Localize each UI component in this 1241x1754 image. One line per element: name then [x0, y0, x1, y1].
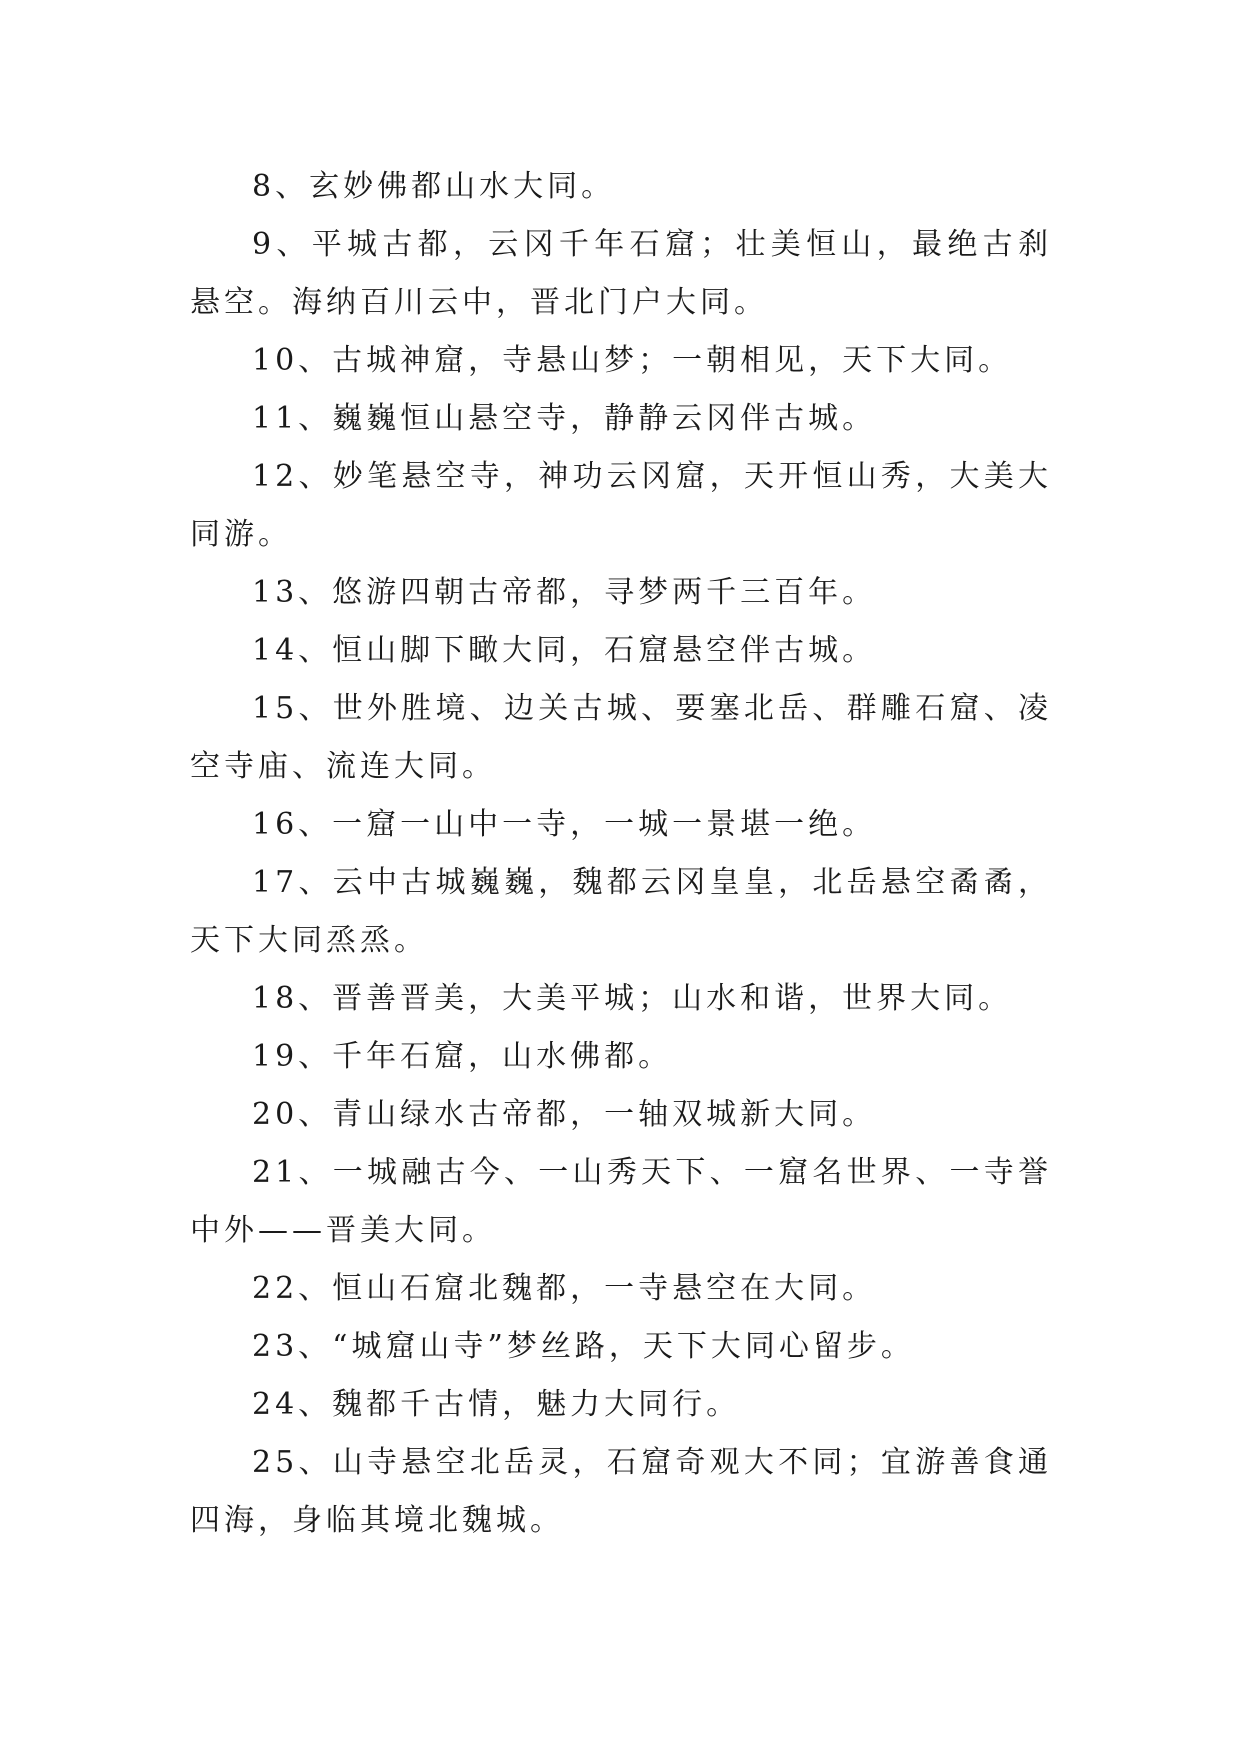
paragraph-16: 16、一窟一山中一寺，一城一景堪一绝。: [252, 807, 877, 842]
paragraph-12: 12、妙笔悬空寺，神功云冈窟，天开恒山秀，大美大同游。: [190, 459, 1052, 552]
paragraph-19: 19、千年石窟，山水佛都。: [252, 1039, 673, 1074]
paragraph-11: 11、巍巍恒山悬空寺，静静云冈伴古城。: [252, 401, 877, 436]
paragraph-23: 23、“城窟山寺”梦丝路，天下大同心留步。: [252, 1329, 915, 1364]
paragraph-8: 8、玄妙佛都山水大同。: [252, 169, 616, 204]
paragraph-21: 21、一城融古今、一山秀天下、一窟名世界、一寺誉中外——晋美大同。: [190, 1155, 1052, 1248]
document-body: [190, 158, 1052, 1550]
paragraph-24: 24、魏都千古情，魅力大同行。: [252, 1387, 741, 1422]
paragraph-10: 10、古城神窟，寺悬山梦；一朝相见，天下大同。: [252, 343, 1013, 378]
paragraph-18: 18、晋善晋美，大美平城；山水和谐，世界大同。: [252, 981, 1013, 1016]
paragraph-9: 9、平城古都，云冈千年石窟；壮美恒山，最绝古刹悬空。海纳百川云中，晋北门户大同。: [190, 227, 1052, 320]
paragraph-13: 13、悠游四朝古帝都，寻梦两千三百年。: [252, 575, 877, 610]
paragraph-20: 20、青山绿水古帝都，一轴双城新大同。: [252, 1097, 877, 1132]
paragraph-25: 25、山寺悬空北岳灵，石窟奇观大不同；宜游善食通四海，身临其境北魏城。: [190, 1445, 1052, 1538]
paragraph-17: 17、云中古城巍巍，魏都云冈皇皇，北岳悬空矞矞，天下大同烝烝。: [190, 865, 1052, 958]
paragraph-14: 14、恒山脚下瞰大同，石窟悬空伴古城。: [252, 633, 877, 668]
paragraph-15: 15、世外胜境、边关古城、要塞北岳、群雕石窟、凌空寺庙、流连大同。: [190, 691, 1052, 784]
paragraph-22: 22、恒山石窟北魏都，一寺悬空在大同。: [252, 1271, 877, 1306]
